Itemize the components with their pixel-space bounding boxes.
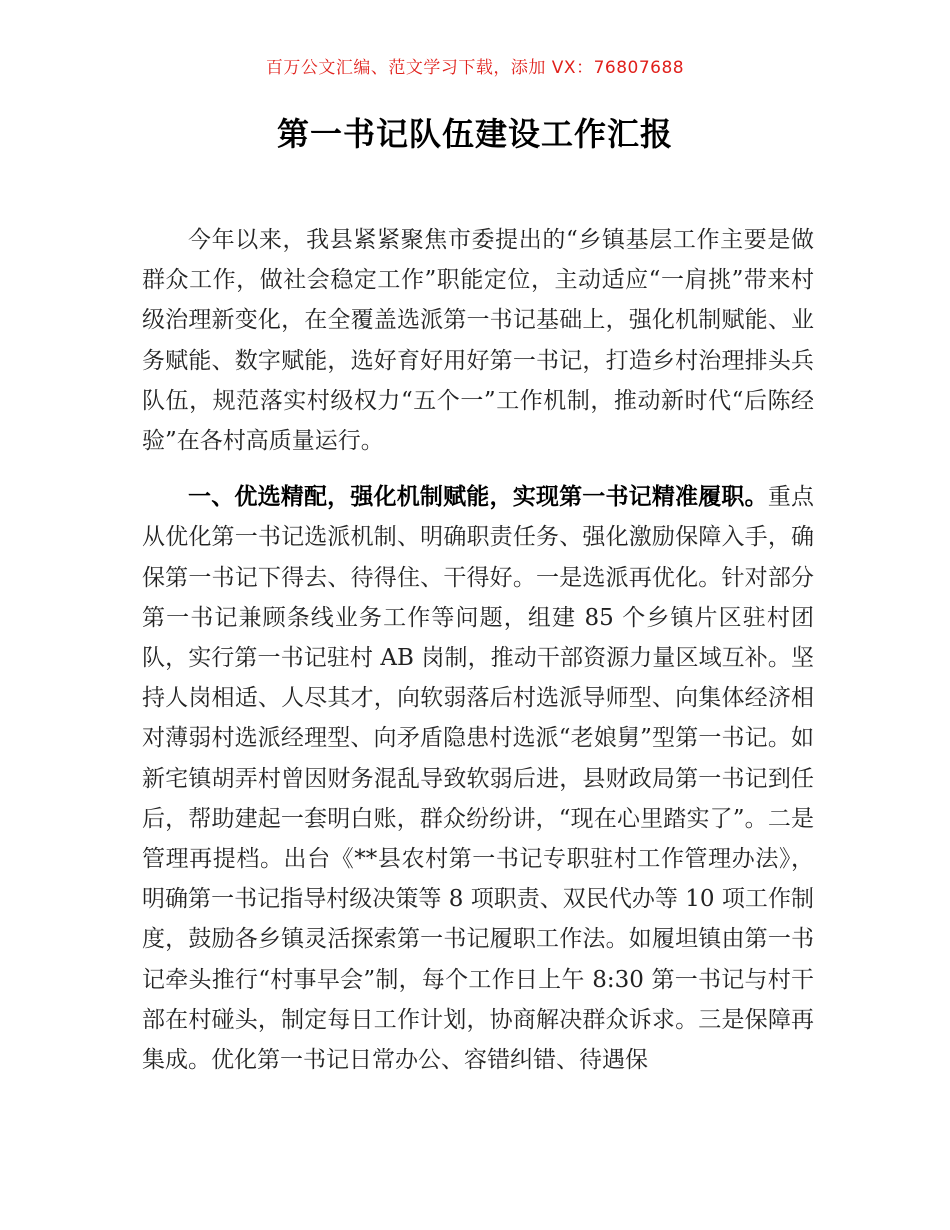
document-body [142, 220, 814, 1080]
promo-banner: 百万公文汇编、范文学习下载，添加 VX：76807688 [265, 58, 685, 78]
section-one-heading: 一、优选精配，强化机制赋能，实现第一书记精准履职。 [188, 484, 768, 511]
section-one-text: 重点从优化第一书记选派机制、明确职责任务、强化激励保障入手，确保第一书记下得去、待得住、干得好。一是选派再优化。针对部分第一书记兼顾条线业务工作等问题，组建 85 个乡镇片区驻村团队，实行第一书记驻村 AB 岗制，推动干部资源力量区域互补。坚持人岗相适、人尽其才，向软弱落后村选派导师型、向集体经济相对薄弱村选派经理型、向矛盾隐患村选派“老娘舅”型第一书记。如新宅镇胡弄村曾因财务混乱导致软弱后进，县财政局第一书记到任后，帮助建起一套明白账，群众纷纷讲，“现在心里踏实了”。二是管理再提档。出台《**县农村第一书记专职驻村工作管理办法》，明确第一书记指导村级决策等 8 项职责、双民代办等 10 项工作制度，鼓励各乡镇灵活探索第一书记履职工作法。如履坦镇由第一书记牵头推行“村事早会”制，每个工作日上午 8:30 第一书记与村干部在村碰头，制定每日工作计划，协商解决群众诉求。三是保障再集成。优化第一书记日常办公、容错纠错、待遇保 [142, 484, 815, 1074]
intro-paragraph: 今年以来，我县紧紧聚焦市委提出的“乡镇基层工作主要是做群众工作，做社会稳定工作”职能定位，主动适应“一肩挑”带来村级治理新变化，在全覆盖选派第一书记基础上，强化机制赋能、业务赋能、数字赋能，选好育好用好第一书记，打造乡村治理排头兵队伍，规范落实村级权力“五个一”工作机制，推动新时代“后陈经验”在各村高质量运行。 [142, 227, 814, 455]
page-title: 第一书记队伍建设工作汇报 [276, 115, 673, 153]
section-one-paragraph [142, 477, 814, 1080]
